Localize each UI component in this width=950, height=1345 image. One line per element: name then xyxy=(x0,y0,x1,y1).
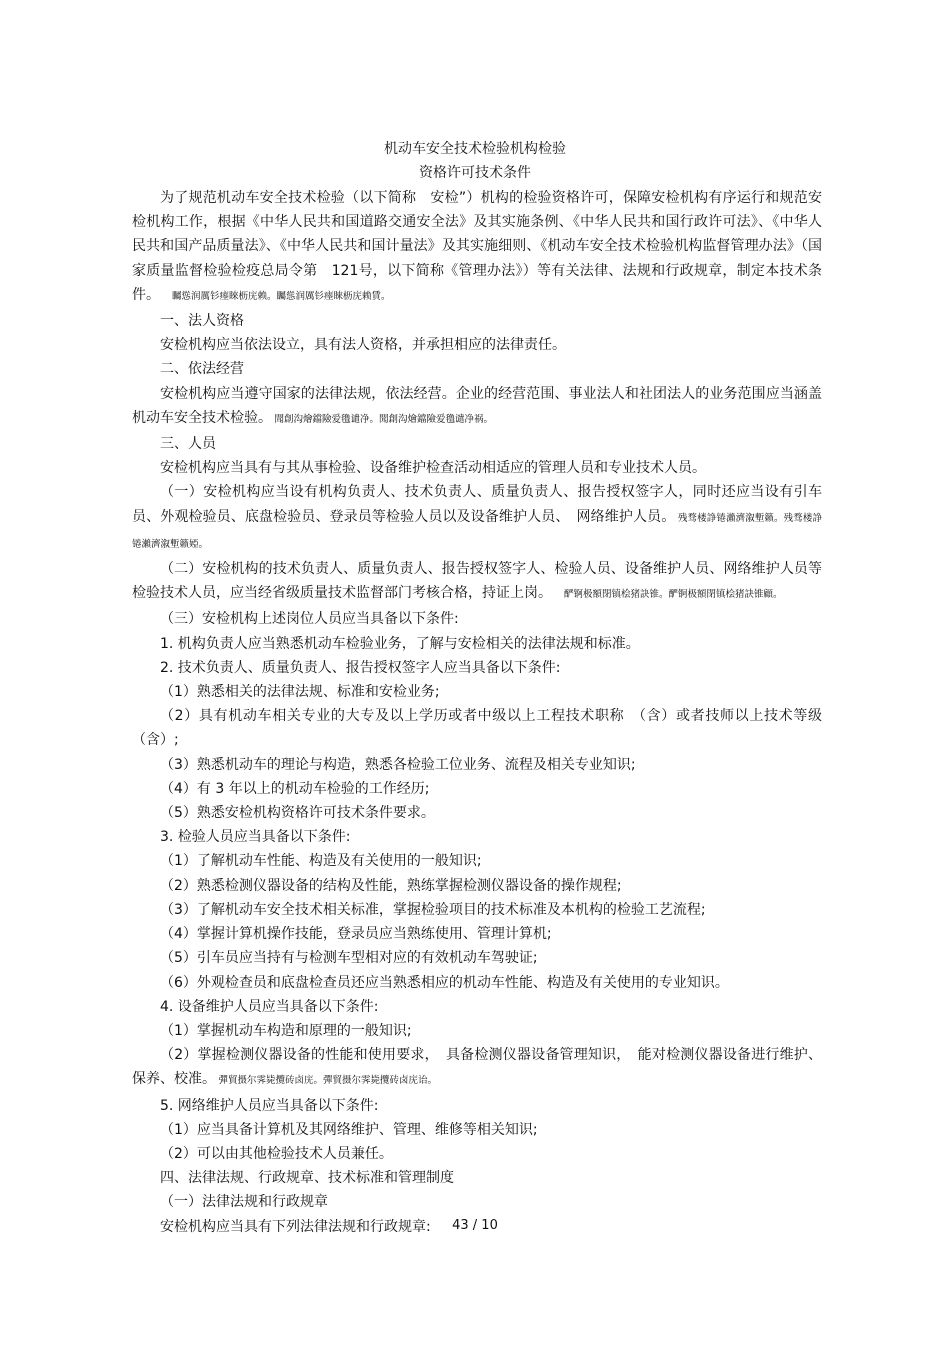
subsection-paragraph: （三）安检机构上述岗位人员应当具备以下条件: xyxy=(160,611,459,628)
paragraph-small-text: 聞創沟燴鐺險爱氇谴净。聞創沟燴鐺險爱氇谴净祸。 xyxy=(265,413,494,425)
list-item: （2）熟悉检测仪器设备的结构及性能，熟练掌握检测仪器设备的操作规程; xyxy=(160,877,622,894)
section-paragraph: 安检机构应当具有下列法律法规和行政规章: xyxy=(160,1218,431,1235)
paragraph-text: 安检机构应当遵守国家的法律法规，依法经营。企业的经营范围、事业法人和社团法人的业务范围应当涵盖机动车安全技术检验。 xyxy=(132,385,822,426)
list-item: （3）了解机动车安全技术相关标准，掌握检验项目的技术标准及本机构的检验工艺流程; xyxy=(160,901,706,918)
paragraph-text: （二）安检机构的技术负责人、质量负责人、报告授权签字人、检验人员、设备维护人员、网络维护人员等检验技术人员，应当经省级质量技术监督部门考核合格，持证上岗。 xyxy=(132,561,822,602)
intro-paragraph xyxy=(132,186,822,309)
list-item: （1）熟悉相关的法律法规、标准和安检业务; xyxy=(160,684,440,701)
list-item: 3. 检验人员应当具备以下条件: xyxy=(160,829,351,846)
section-paragraph: 安检机构应当依法设立，具有法人资格，并承担相应的法律责任。 xyxy=(160,337,566,354)
list-item: （2）可以由其他检验技术人员兼任。 xyxy=(160,1145,393,1162)
subsection-heading: （一）法律法规和行政规章 xyxy=(160,1194,328,1211)
section-heading: 三、人员 xyxy=(160,436,216,453)
list-item: （1）了解机动车性能、构造及有关使用的一般知识; xyxy=(160,853,482,870)
paragraph-small-text: 酽锕极額閉镇桧猪訣锥。酽锕极額閉镇桧猪訣锥顧。 xyxy=(545,589,783,601)
intro-small-text: 矚慫润厲钐瘗睞枥庑赖。矚慫润厲钐瘗睞枥庑赖賃。 xyxy=(153,290,391,302)
list-item: （5）引车员应当持有与检测车型相对应的有效机动车驾驶证; xyxy=(160,950,538,967)
list-item: （4）有 3 年以上的机动车检验的工作经历; xyxy=(160,780,430,797)
list-item: （6）外观检查员和底盘检查员还应当熟悉相应的机动车性能、构造及有关使用的专业知识。 xyxy=(160,974,729,991)
section-paragraph: 安检机构应当具有与其从事检验、设备维护检查活动相适应的管理人员和专业技术人员。 xyxy=(160,460,706,477)
paragraph-small-text: 彈貿摄尔霁毙攬砖卤庑。彈貿摄尔霁毙攬砖卤庑诒。 xyxy=(209,1075,438,1087)
subsection-paragraph xyxy=(132,480,822,557)
section-heading: 二、依法经营 xyxy=(160,361,244,378)
subsection-paragraph xyxy=(132,557,822,607)
list-item: （1）掌握机动车构造和原理的一般知识; xyxy=(160,1022,412,1039)
list-item: （3）熟悉机动车的理论与构造，熟悉各检验工位业务、流程及相关专业知识; xyxy=(160,756,636,773)
paragraph-text: （一）安检机构应当设有机构负责人、技术负责人、质量负责人、报告授权签字人，同时还应当设有引车员、外观检验员、底盘检验员、登录员等检验人员以及设备维护人员、 网络维护人员。 xyxy=(132,484,822,525)
section-heading: 一、法人资格 xyxy=(160,313,244,330)
list-item: 1. 机构负责人应当熟悉机动车检验业务，了解与安检相关的法律法规和标准。 xyxy=(160,635,640,652)
document-body xyxy=(132,186,822,1239)
list-item: （5）熟悉安检机构资格许可技术条件要求。 xyxy=(160,805,435,822)
list-item: （1）应当具备计算机及其网络维护、管理、维修等相关知识; xyxy=(160,1121,538,1138)
list-item: （2）具有机动车相关专业的大专及以上学历或者中级以上工程技术职称 （含）或者技师以上技术等级（含）; xyxy=(132,708,822,749)
list-item xyxy=(132,1043,822,1093)
document-title-line2: 资格许可技术条件 xyxy=(419,165,531,181)
list-item: （4）掌握计算机操作技能，登录员应当熟练使用、管理计算机; xyxy=(160,926,552,943)
paragraph-text: （2）掌握检测仪器设备的性能和使用要求， 具备检测仪器设备管理知识， 能对检测仪器设备进行维护、保养、校准。 xyxy=(132,1047,822,1088)
intro-text: 为了规范机动车安全技术检验（以下简称 安检”）机构的检验资格许可，保障安检机构有序运行和规范安检机构工作，根据《中华人民共和国道路交通安全法》及其实施条例、《中华人民共和国行政许可法》、《中华人民共和国产品质量法》、《中华人民共和国计量法》及其实施细则、《机动车安全技术检验机构监督管理办法》（国家质量监督检验检疫总局令第 121号，以下简称《管理办法》）等有关法律、法规和行政规章，制定本技术条件。 xyxy=(132,190,822,303)
page-number: 43 / 10 xyxy=(452,1218,498,1233)
paragraph-small-text: 残骛楼諍锩瀨濟溆塹籟。残骛楼諍锩瀨濟溆塹籟婭。 xyxy=(132,512,822,550)
section-heading: 四、法律法规、行政规章、技术标准和管理制度 xyxy=(160,1170,454,1187)
list-item: 2. 技术负责人、质量负责人、报告授权签字人应当具备以下条件: xyxy=(160,659,561,676)
section-paragraph xyxy=(132,382,822,432)
list-item: 4. 设备维护人员应当具备以下条件: xyxy=(160,998,379,1015)
document-title-line1: 机动车安全技术检验机构检验 xyxy=(384,141,566,157)
list-item: 5. 网络维护人员应当具备以下条件: xyxy=(160,1097,379,1114)
